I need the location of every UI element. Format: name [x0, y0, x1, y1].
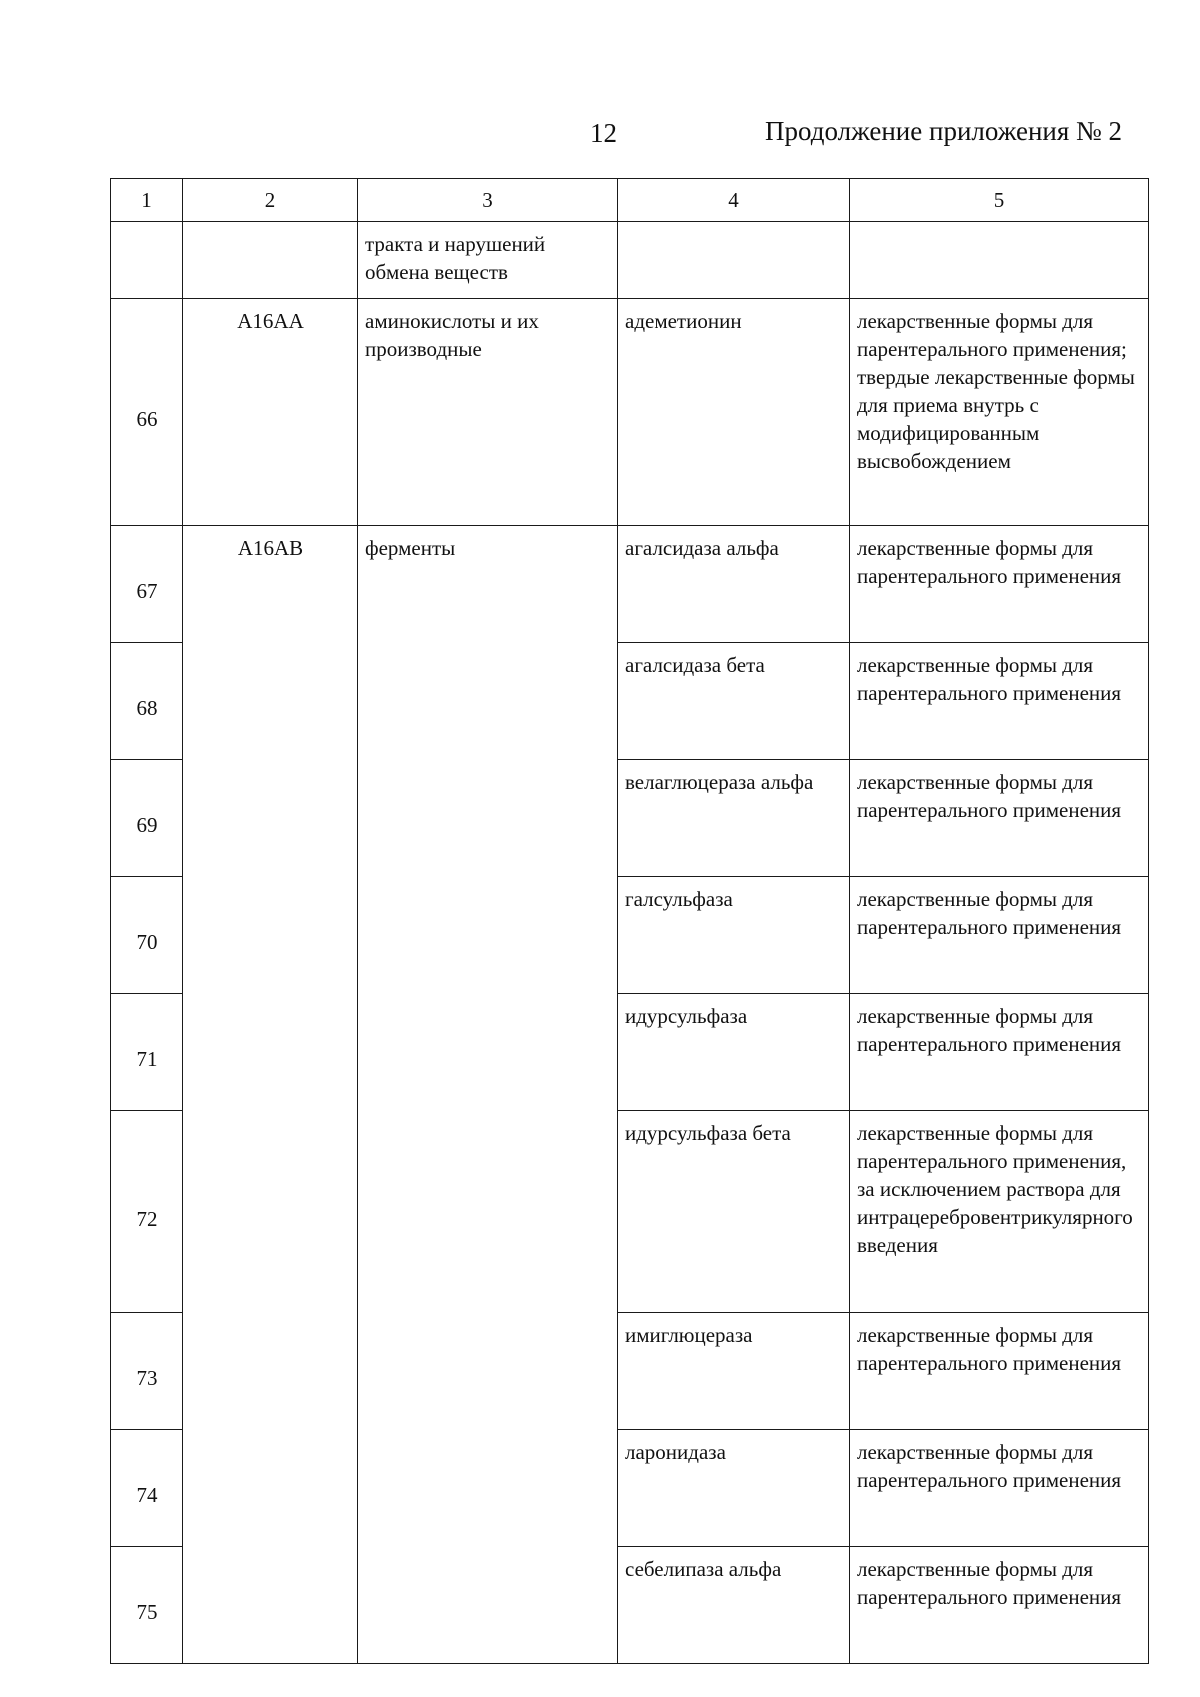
drug-name: ларонидаза: [618, 1430, 850, 1547]
row-number: 71: [111, 994, 183, 1111]
atc-group-name: ферменты: [358, 526, 618, 1664]
dosage-form: лекарственные формы для парентерального применения, за исключением раствора для интрацеребровентрикулярного введения: [850, 1111, 1149, 1313]
row-number: 75: [111, 1547, 183, 1664]
column-header-2: 2: [183, 179, 358, 222]
dosage-form: лекарственные формы для парентерального применения: [850, 877, 1149, 994]
column-header-5: 5: [850, 179, 1149, 222]
dosage-form: лекарственные формы для парентерального применения; твердые лекарственные формы для приема внутрь с модифицированным высвобождением: [850, 299, 1149, 526]
dosage-form: лекарственные формы для парентерального применения: [850, 526, 1149, 643]
cell-empty: [111, 222, 183, 299]
drug-name: велаглюцераза альфа: [618, 760, 850, 877]
dosage-form: лекарственные формы для парентерального применения: [850, 994, 1149, 1111]
row-number: 68: [111, 643, 183, 760]
drug-name: адеметионин: [618, 299, 850, 526]
drug-name: идурсульфаза бета: [618, 1111, 850, 1313]
row-number: 74: [111, 1430, 183, 1547]
drug-name: идурсульфаза: [618, 994, 850, 1111]
column-header-3: 3: [358, 179, 618, 222]
row-number: 69: [111, 760, 183, 877]
cell-empty: [618, 222, 850, 299]
table-row: [111, 526, 1149, 643]
drug-name: себелипаза альфа: [618, 1547, 850, 1664]
table-header-row: [111, 179, 1149, 222]
cell-empty: [850, 222, 1149, 299]
row-number: 73: [111, 1313, 183, 1430]
drug-name: имиглюцераза: [618, 1313, 850, 1430]
cell-empty: [183, 222, 358, 299]
dosage-form: лекарственные формы для парентерального применения: [850, 1430, 1149, 1547]
page-number: 12: [590, 118, 617, 148]
row-number: 67: [111, 526, 183, 643]
page-header-title: Продолжение приложения № 2: [765, 116, 1123, 146]
row-number: 70: [111, 877, 183, 994]
row-number: 66: [111, 299, 183, 526]
atc-code: A16AA: [183, 299, 358, 526]
dosage-form: лекарственные формы для парентерального применения: [850, 643, 1149, 760]
atc-code: A16AB: [183, 526, 358, 1664]
table-row: [111, 299, 1149, 526]
atc-group-name: аминокислоты и их производные: [358, 299, 618, 526]
cell-group-continuation: тракта и нарушений обмена веществ: [358, 222, 618, 299]
column-header-1: 1: [111, 179, 183, 222]
drug-name: галсульфаза: [618, 877, 850, 994]
dosage-form: лекарственные формы для парентерального применения: [850, 1313, 1149, 1430]
drug-name: агалсидаза бета: [618, 643, 850, 760]
row-number: 72: [111, 1111, 183, 1313]
table-row-continuation: [111, 222, 1149, 299]
medicines-table: [110, 178, 1149, 1664]
column-header-4: 4: [618, 179, 850, 222]
dosage-form: лекарственные формы для парентерального применения: [850, 1547, 1149, 1664]
dosage-form: лекарственные формы для парентерального применения: [850, 760, 1149, 877]
drug-name: агалсидаза альфа: [618, 526, 850, 643]
